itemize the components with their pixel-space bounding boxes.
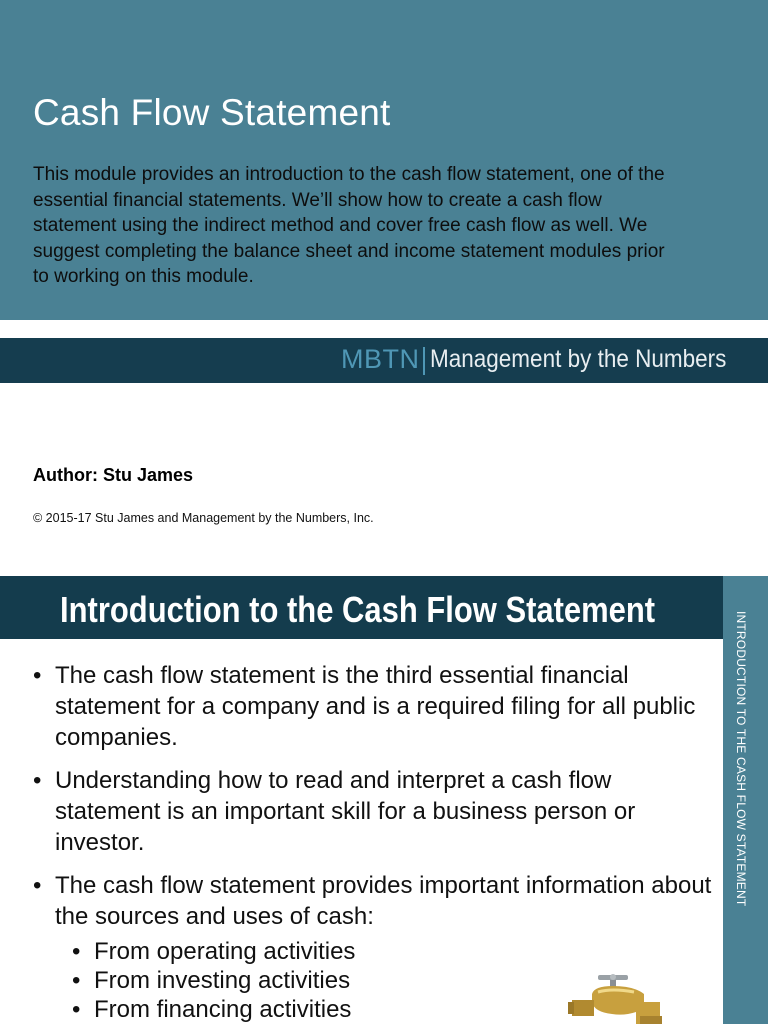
copyright-notice: © 2015-17 Stu James and Management by the Numbers, Inc. bbox=[33, 511, 374, 525]
bullet-list bbox=[33, 660, 713, 1024]
brand-name: Management by the Numbers bbox=[430, 345, 727, 373]
bullet-item bbox=[33, 765, 713, 858]
brand-divider bbox=[423, 347, 425, 375]
bullet-text: The cash flow statement provides important information about the sources and uses of cash: bbox=[55, 872, 712, 930]
brand-bar bbox=[0, 338, 768, 383]
slide-title-bar bbox=[0, 576, 723, 639]
module-description: This module provides an introduction to the cash flow statement, one of the essential financial statements. We’ll show how to create a cash flow statement using the indirect method and cover free cash flow as well. We suggest completing the balance sheet and income statement modules prior to working on this module. bbox=[33, 164, 665, 287]
sub-bullet-text: From financing activities bbox=[94, 996, 352, 1023]
bullet-glyph: • bbox=[72, 967, 81, 994]
sub-bullet-text: From operating activities bbox=[94, 938, 356, 965]
bullet-glyph: • bbox=[72, 938, 81, 965]
bullet-item bbox=[33, 660, 713, 753]
bullet-glyph: • bbox=[33, 662, 42, 689]
bullet-text: Understanding how to read and interpret a cash flow statement is an important skill for a business person or investor. bbox=[55, 767, 636, 856]
bullet-glyph: • bbox=[72, 996, 81, 1023]
intro-slide bbox=[0, 576, 768, 1024]
faucet-icon bbox=[564, 972, 694, 1024]
slide-title: Cash Flow Statement bbox=[33, 92, 391, 133]
title-slide-header bbox=[0, 0, 768, 320]
author-line: Author: Stu James bbox=[33, 465, 194, 485]
bullet-glyph: • bbox=[33, 767, 42, 794]
bullet-glyph: • bbox=[33, 872, 42, 899]
bullet-text: The cash flow statement is the third essential financial statement for a company and is a required filing for all public companies. bbox=[55, 662, 696, 751]
brand-abbreviation: MBTN bbox=[341, 344, 420, 374]
sub-bullet-item bbox=[72, 937, 713, 966]
side-label: INTRODUCTION TO THE CASH FLOW STATEMENT bbox=[734, 611, 748, 907]
sub-bullet-text: From investing activities bbox=[94, 967, 351, 994]
slide-heading: Introduction to the Cash Flow Statement bbox=[60, 589, 656, 630]
